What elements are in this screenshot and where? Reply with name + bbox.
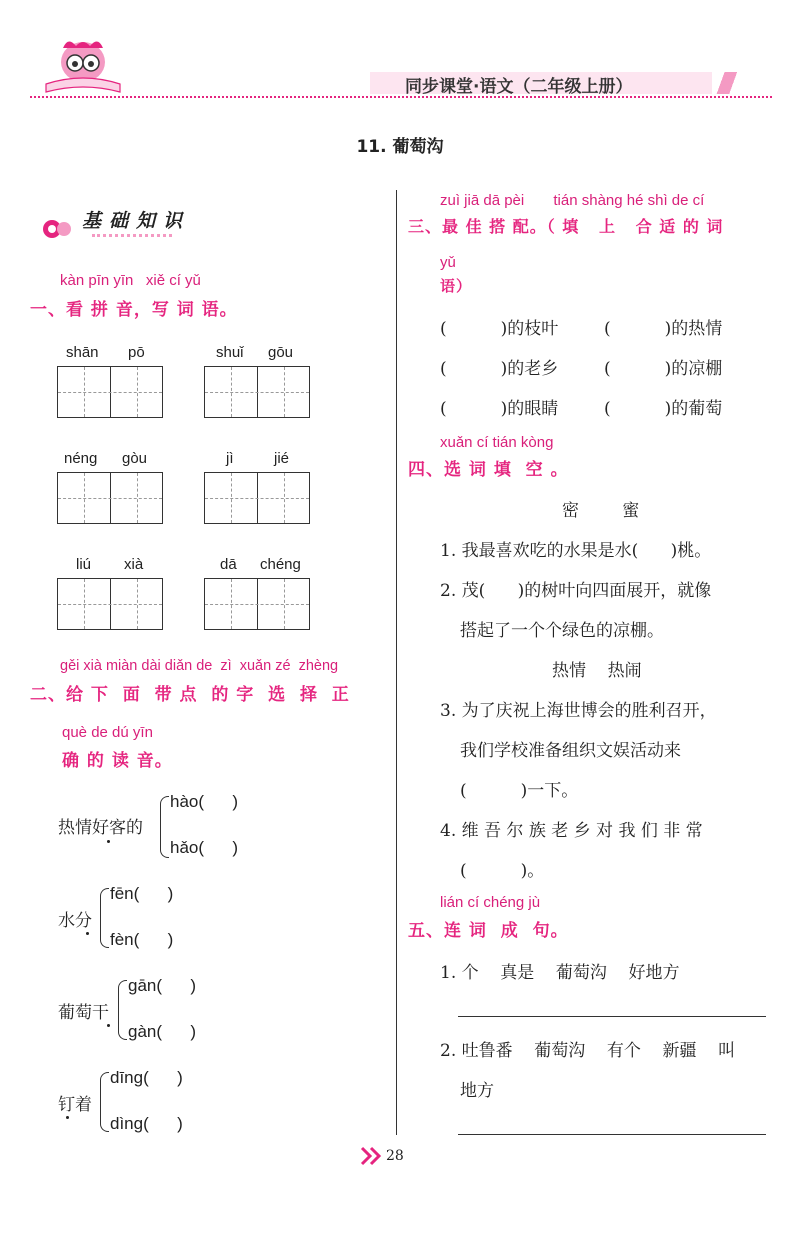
- answer-line[interactable]: [458, 1134, 766, 1135]
- word1-pinyin1: shān: [66, 344, 99, 361]
- brace: [100, 1072, 109, 1132]
- writing-grid[interactable]: [204, 366, 310, 418]
- sec4-title: 四、选 词 填 空 。: [408, 460, 569, 480]
- word4-pinyin1: jì: [226, 450, 234, 467]
- sec5-q2a: 2. 吐鲁番 葡萄沟 有个 新疆 叫: [440, 1041, 736, 1061]
- sec4-pinyin: xuǎn cí tián kòng: [440, 434, 554, 451]
- writing-grid[interactable]: [57, 366, 163, 418]
- sec2-opt-3b[interactable]: gàn( ): [128, 1022, 197, 1041]
- sec2-word-3: 葡萄干: [58, 1003, 109, 1023]
- sec2-word-2: 水分: [58, 911, 92, 931]
- sec2-word-1: 热情好客的: [58, 818, 143, 838]
- header-dotted-line: [30, 96, 772, 98]
- banner-dots: [92, 234, 172, 237]
- header-title: 同步课堂·语文（二年级上册）: [405, 77, 633, 97]
- word4-pinyin2: jié: [274, 450, 290, 467]
- writing-grid[interactable]: [57, 578, 163, 630]
- answer-line[interactable]: [458, 1016, 766, 1017]
- word6-pinyin2: chéng: [260, 556, 301, 573]
- sec4-q3a: 3. 为了庆祝上海世博会的胜利召开，: [440, 701, 717, 721]
- brace: [118, 980, 127, 1040]
- word3-pinyin1: néng: [64, 450, 98, 467]
- writing-grid[interactable]: [204, 578, 310, 630]
- column-divider: [396, 190, 397, 1135]
- sec2-word-4: 钉着: [58, 1095, 92, 1115]
- sec3-title2: 语）: [440, 277, 473, 295]
- sec3-row1-right[interactable]: ( )的热情: [604, 319, 723, 339]
- sec3-pinyin1: zuì jiā dā pèi tián shàng hé shì de cí: [440, 192, 705, 209]
- sec1-title: 一、看 拼 音，写 词 语。: [30, 300, 238, 320]
- word6-pinyin1: dā: [220, 556, 237, 573]
- writing-grid[interactable]: [57, 472, 163, 524]
- double-chevron-icon: [360, 1146, 382, 1166]
- sec4-q3b: 我们学校准备组织文娱活动来: [460, 741, 681, 761]
- sec3-row3-left[interactable]: ( )的眼睛: [440, 399, 559, 419]
- sec4-q2a[interactable]: 2. 茂( )的树叶向四面展开，就像: [440, 581, 712, 601]
- basics-banner: 基础知识: [82, 210, 191, 232]
- emphasis-dot: [86, 932, 89, 935]
- sec2-opt-2b[interactable]: fèn( ): [110, 930, 174, 949]
- sec4-q4a: 4. 维 吾 尔 族 老 乡 对 我 们 非 常: [440, 821, 703, 841]
- sec2-opt-1a[interactable]: hào( ): [170, 792, 239, 811]
- header-logo: [38, 36, 128, 98]
- emphasis-dot: [107, 840, 110, 843]
- word2-pinyin2: gōu: [268, 344, 294, 361]
- sec3-row3-right[interactable]: ( )的葡萄: [604, 399, 723, 419]
- writing-grid[interactable]: [204, 472, 310, 524]
- sec2-title2: 确 的 读 音。: [62, 751, 173, 771]
- word1-pinyin2: pō: [128, 344, 145, 361]
- sec4-q1[interactable]: 1. 我最喜欢吃的水果是水( )桃。: [440, 541, 712, 561]
- sec5-title: 五、连 词 成 句。: [408, 921, 569, 941]
- sec4-q2b: 搭起了一个个绿色的凉棚。: [460, 621, 664, 641]
- header-stripe: [712, 72, 746, 94]
- brace: [100, 888, 109, 948]
- sec2-pinyin1: gěi xià miàn dài diǎn de zì xuǎn zé zhèng: [60, 658, 339, 674]
- sec4-q3c[interactable]: ( )一下。: [460, 781, 579, 801]
- lesson-title: 11. 葡萄沟: [356, 137, 444, 157]
- word5-pinyin2: xià: [124, 556, 144, 573]
- sec4-choice2: 热情 热闹: [552, 661, 642, 681]
- sec3-row1-left[interactable]: ( )的枝叶: [440, 319, 559, 339]
- flower-icon: [40, 212, 74, 246]
- sec3-row2-right[interactable]: ( )的凉棚: [604, 359, 723, 379]
- sec3-row2-left[interactable]: ( )的老乡: [440, 359, 559, 379]
- sec2-opt-3a[interactable]: gān( ): [128, 976, 197, 995]
- sec3-title1: 三、最 佳 搭 配。（ 填 上 合 适 的 词: [408, 217, 724, 236]
- sec5-pinyin: lián cí chéng jù: [440, 894, 541, 911]
- sec1-pinyin: kàn pīn yīn xiě cí yǔ: [60, 272, 201, 289]
- word2-pinyin1: shuǐ: [216, 344, 244, 361]
- sec3-pinyin2: yǔ: [440, 254, 456, 271]
- emphasis-dot: [107, 1024, 110, 1027]
- sec5-q1: 1. 个 真是 葡萄沟 好地方: [440, 963, 680, 983]
- sec2-opt-4b[interactable]: dìng( ): [110, 1114, 183, 1133]
- sec2-title1: 二、给 下 面 带 点 的 字 选 择 正: [30, 685, 350, 705]
- brace: [160, 796, 169, 858]
- sec2-opt-2a[interactable]: fēn( ): [110, 884, 174, 903]
- sec5-q2b: 地方: [460, 1081, 494, 1101]
- sec2-opt-4a[interactable]: dīng( ): [110, 1068, 183, 1087]
- sec2-pinyin2: què de dú yīn: [62, 724, 153, 741]
- word5-pinyin1: liú: [76, 556, 92, 573]
- page-number: 28: [386, 1148, 404, 1164]
- word3-pinyin2: gòu: [122, 450, 148, 467]
- sec4-q4b[interactable]: ( )。: [460, 861, 545, 881]
- sec4-choice1: 密 蜜: [562, 501, 640, 521]
- sec2-opt-1b[interactable]: hǎo( ): [170, 838, 239, 857]
- emphasis-dot: [66, 1116, 69, 1119]
